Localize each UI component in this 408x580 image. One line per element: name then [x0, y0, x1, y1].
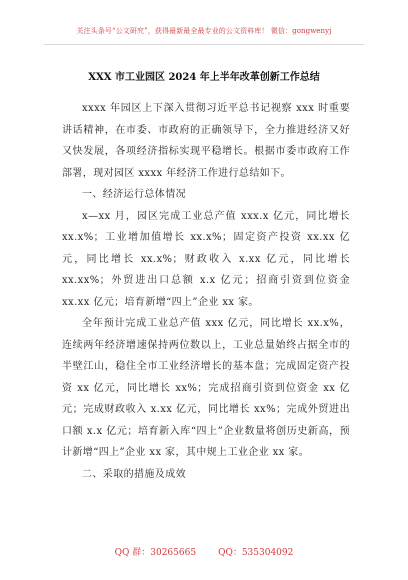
section-heading-2: 二、采取的措施及成效 [82, 468, 186, 480]
document-body [62, 98, 350, 485]
header-banner: 关注头条号“公文研究”，获得最新最全最专业的公文资料库！ 微信：gongwenyj [76, 27, 332, 35]
section1-paragraph-2: 全年预计完成工业总产值 xxx 亿元，同比增长 xx.x%，连续两年经济增速保持两位数以上，工业总量始终占据全市的半壁江山，稳住全市工业经济增长的基本盘；完成固定资产投资 xx 亿元，同比增长 xx%；完成招商引资到位资金 xx 亿元；完成财政收入 x.xx 亿元，同比增长 xx%；完成外贸进出口额 x.x 亿元；培育新入库“四上”企业数量将创历史新高，预计新增“四上”企业 xx 家，其中规上工业企业 xx 家。 [62, 318, 350, 458]
document-title: XXX 市工业园区 2024 年上半年改革创新工作总结 [88, 72, 320, 83]
footer-qq-group: QQ 群：30265665 [114, 548, 197, 558]
section-heading-1: 一、经济运行总体情况 [82, 189, 186, 200]
footer-qq: QQ：535304092 [218, 548, 294, 558]
header-divider [44, 44, 364, 45]
footer-contact [0, 545, 408, 558]
intro-paragraph: xxxx 年园区上下深入贯彻习近平总书记视察 xxx 时重要讲话精神，在市委、市政府的正确领导下，全力推进经济又好又快发展，各项经济指标实现平稳增长。根据市委市政府工作部署，现对园区 xxxx 年经济工作进行总结如下。 [62, 103, 350, 179]
section1-paragraph-1: x—xx 月，园区完成工业总产值 xxx.x 亿元，同比增长 xx.x%；工业增加值增长 xx.x%；固定资产投资 xx.xx 亿元，同比增长 xx.x%；财政收入 x.xx 亿元，同比增长 xx.xx%；外贸进出口总额 x.x 亿元；招商引资到位资金 xx.xx 亿元；培育新增“四上”企业 xx 家。 [62, 210, 350, 308]
